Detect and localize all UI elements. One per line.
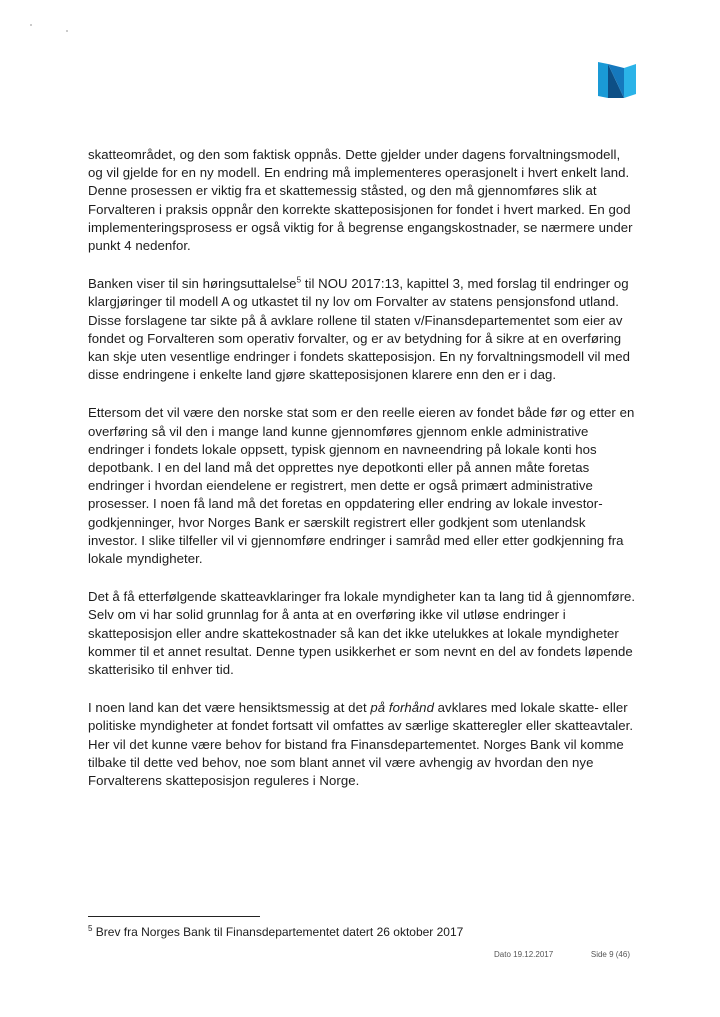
norges-bank-logo-icon (598, 60, 638, 98)
text-line: endringer i hvordan eiendelene er registrert, men dette er også primært administrative (88, 478, 593, 494)
text-line: skatteområdet, og den som faktisk oppnås. Dette gjelder under dagens forvaltningsmodell, (88, 147, 621, 162)
text-line: skatteposisjon eller andre skattekostnader så kan det ikke utelukkes at lokale myndigheter (88, 625, 619, 641)
text-line: fondet og Forvalteren som operativ forvalter, og er av betydning for å sikre at en overføring (88, 330, 622, 346)
text-line: Selv om vi har solid grunnlag for å anta at en overføring ikke vil utløse endringer i (88, 607, 566, 623)
text-line: Forvalteren i praksis oppnår den korrekte skatteposisjonen for fondet i hvert marked. En god (88, 201, 631, 217)
footer-date: Dato 19.12.2017 (494, 950, 554, 959)
text-line: overføring så vil den i mange land kunne gjennomføres gjennom enkle administrative (88, 423, 589, 439)
text-segment: avklares med lokale skatte- eller (433, 700, 628, 716)
paragraph-4 (88, 588, 644, 679)
text-line: tilbake til dette ved behov, noe som blant annet vil være avhengig av hvordan den nye (88, 754, 594, 770)
text-line: kan skje uten vesentlige endringer i fondets skatteposisjon. En ny forvaltningsmodell vil med (88, 349, 630, 365)
scan-speck (66, 30, 68, 32)
footnote-number: 5 (88, 924, 93, 933)
text-line: lokale myndigheter. (88, 551, 203, 567)
text-line: Disse forslagene tar sikte på å avklare rollene til staten v/Finansdepartementet som eier av (88, 312, 623, 328)
text-line: punkt 4 nedenfor. (88, 238, 191, 254)
scan-speck (30, 24, 32, 26)
footnote (88, 925, 463, 940)
paragraph-3 (88, 404, 644, 568)
paragraph-5 (88, 699, 644, 790)
text-line: Ettersom det vil være den norske stat som er den reelle eieren av fondet både før og etter en (88, 405, 635, 421)
emphasis-text: på forhånd (370, 700, 434, 716)
text-line: disse endringene i enkelte land gjøre skatteposisjonen klarere enn den er i dag. (88, 367, 557, 383)
text-line: skatterisiko til enhver tid. (88, 662, 234, 678)
footnote-text: Brev fra Norges Bank til Finansdepartementet datert 26 oktober 2017 (92, 925, 464, 939)
body-text (88, 146, 644, 810)
text-line: og vil gjelde for en ny modell. En endring må implementeres operasjonelt i hvert enkelt land. (88, 165, 630, 181)
text-segment: Banken viser til sin høringsuttalelse (88, 276, 297, 292)
text-line: kommer til et annet resultat. Denne typen usikkerhet er som nevnt en del av fondets løpende (88, 643, 633, 659)
text-line: investor. I slike tilfeller vil vi gjennomføre endringer i samråd med eller etter godkjenning fra (88, 532, 624, 548)
text-line: implementeringsprosess er også viktig for å begrense engangskostnader, se nærmere under (88, 219, 633, 235)
text-line: prosesser. I noen få land må det foretas en oppdatering eller endring av lokale investor- (88, 496, 603, 512)
text-line: depotbank. I en del land må det opprettes nye depotkonti eller på annen måte foretas (88, 460, 590, 476)
paragraph-2 (88, 275, 644, 384)
text-line (88, 699, 644, 717)
footnote-reference: 5 (296, 275, 302, 285)
text-segment: I noen land kan det være hensiktsmessig at det (88, 700, 371, 716)
text-line: Forvalterens skatteposisjon reguleres i Norge. (88, 773, 360, 789)
footnote-divider (88, 916, 260, 917)
text-line: klargjøringer til modell A og utkastet til ny lov om Forvalter av statens pensjonsfond utland. (88, 294, 619, 310)
text-line: politiske myndigheter at fondet fortsatt vil omfattes av særlige skatteregler eller skatteavtaler. (88, 718, 634, 734)
paragraph-1 (88, 146, 644, 255)
text-segment: til NOU 2017:13, kapittel 3, med forslag til endringer og (301, 276, 629, 292)
text-line: Her vil det kunne være behov for bistand fra Finansdepartementet. Norges Bank vil komme (88, 736, 624, 752)
page-number: Side 9 (46) (590, 950, 630, 959)
text-line: Det å få etterfølgende skatteavklaringer fra lokale myndigheter kan ta lang tid å gjennomføre. (88, 589, 636, 605)
text-line: godkjenninger, hvor Norges Bank er særskilt registrert eller godkjent som utenlandsk (88, 514, 586, 530)
text-line (88, 275, 644, 293)
text-line: endringer i fondets lokale oppsett, typisk gjennom en navneendring på lokale konti hos (88, 441, 597, 457)
text-line: Denne prosessen er viktig fra et skattemessig ståsted, og den må gjennomføres slik at (88, 183, 597, 199)
